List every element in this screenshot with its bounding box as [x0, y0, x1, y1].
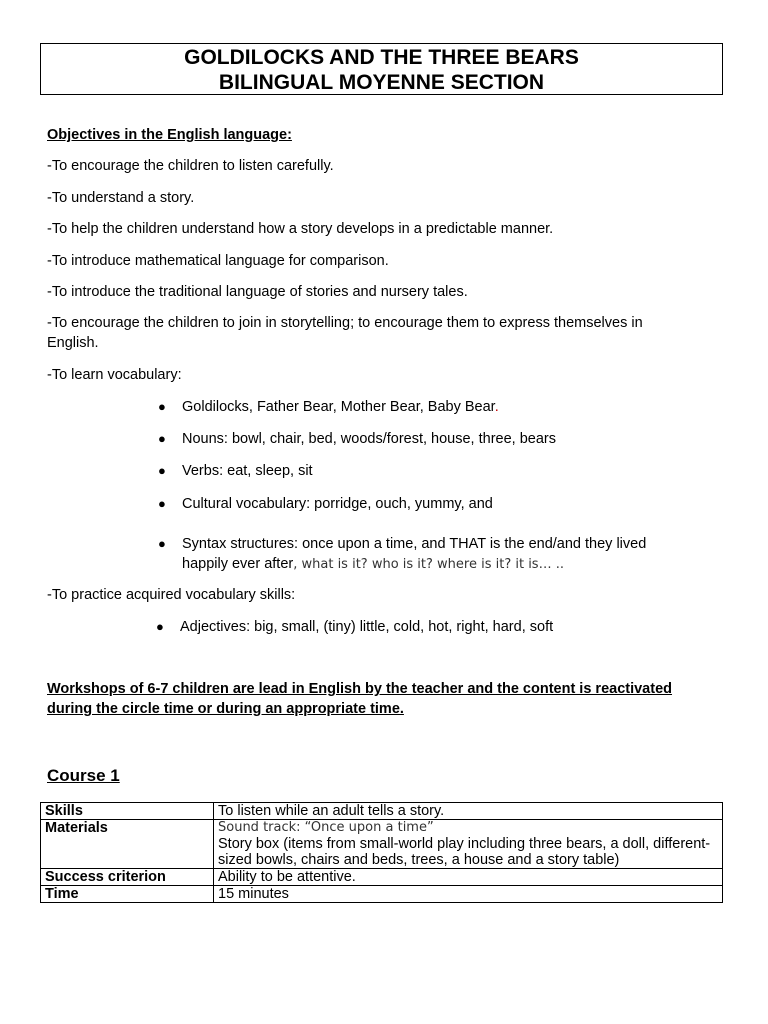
objective-item-6: -To encourage the children to join in storytelling; to encourage them to express themselves in English. [47, 315, 643, 351]
course-table [40, 802, 723, 903]
objective-item-1: -To encourage the children to listen carefully. [47, 158, 334, 174]
vocab-bullet-5-line-2a: happily ever after [182, 556, 294, 572]
bullet-icon: ● [158, 431, 166, 446]
bullet-icon: ● [158, 463, 166, 478]
bullet-icon: ● [158, 399, 166, 414]
time-value: 15 minutes [214, 886, 723, 903]
skills-value: To listen while an adult tells a story. [214, 803, 723, 820]
title-line-1: GOLDILOCKS AND THE THREE BEARS [184, 46, 579, 69]
vocab-bullet-2-text: Nouns: bowl, chair, bed, woods/forest, house, three, bears [182, 431, 556, 447]
document-title [40, 43, 723, 95]
table-row [41, 869, 723, 886]
objective-item-4: -To introduce mathematical language for comparison. [47, 253, 389, 269]
practice-heading: -To practice acquired vocabulary skills: [47, 587, 296, 603]
practice-bullet-text: Adjectives: big, small, (tiny) little, cold, hot, right, hard, soft [180, 619, 554, 635]
bullet-icon: ● [156, 619, 164, 634]
materials-label: Materials [41, 820, 214, 869]
materials-value [214, 820, 723, 869]
table-row [41, 803, 723, 820]
vocab-bullet-5 [158, 534, 698, 574]
time-label: Time [41, 886, 214, 903]
vocab-bullet-5-line-1: Syntax structures: once upon a time, and THAT is the end/and they lived [182, 536, 647, 552]
vocab-bullet-1-end: . [494, 399, 499, 415]
course-title: Course 1 [47, 766, 120, 785]
materials-value-line-1: Sound track: “Once upon a time” [218, 820, 434, 835]
workshops-line-2: during the circle time or during an appropriate time. [47, 701, 404, 717]
success-label: Success criterion [41, 869, 214, 886]
table-row [41, 820, 723, 869]
objective-item-2: -To understand a story. [47, 190, 195, 206]
success-value: Ability to be attentive. [214, 869, 723, 886]
objective-item-5: -To introduce the traditional language of stories and nursery tales. [47, 284, 468, 300]
objective-item-7: -To learn vocabulary: [47, 367, 182, 383]
vocab-bullet-3-text: Verbs: eat, sleep, sit [182, 463, 313, 479]
vocab-bullet-5-line-2b: , what is it? who is it? where is it? it is… .. [293, 557, 564, 572]
workshops-line-1: Workshops of 6-7 children are lead in English by the teacher and the content is reactivated [47, 681, 673, 697]
objectives-heading: Objectives in the English language: [47, 127, 292, 143]
materials-value-line-2: Story box (items from small-world play including three bears, a doll, different-sized bowls, chairs and beds, trees, a house and a story table) [218, 836, 711, 868]
vocab-bullet-1-text: Goldilocks, Father Bear, Mother Bear, Baby Bear [182, 399, 495, 415]
bullet-icon: ● [158, 496, 166, 511]
title-line-2: BILINGUAL MOYENNE SECTION [218, 71, 545, 94]
bullet-icon: ● [158, 536, 166, 551]
table-row [41, 886, 723, 903]
objective-item-3: -To help the children understand how a story develops in a predictable manner. [47, 221, 554, 237]
skills-label: Skills [41, 803, 214, 820]
vocab-bullet-4-text: Cultural vocabulary: porridge, ouch, yummy, and [182, 496, 493, 512]
